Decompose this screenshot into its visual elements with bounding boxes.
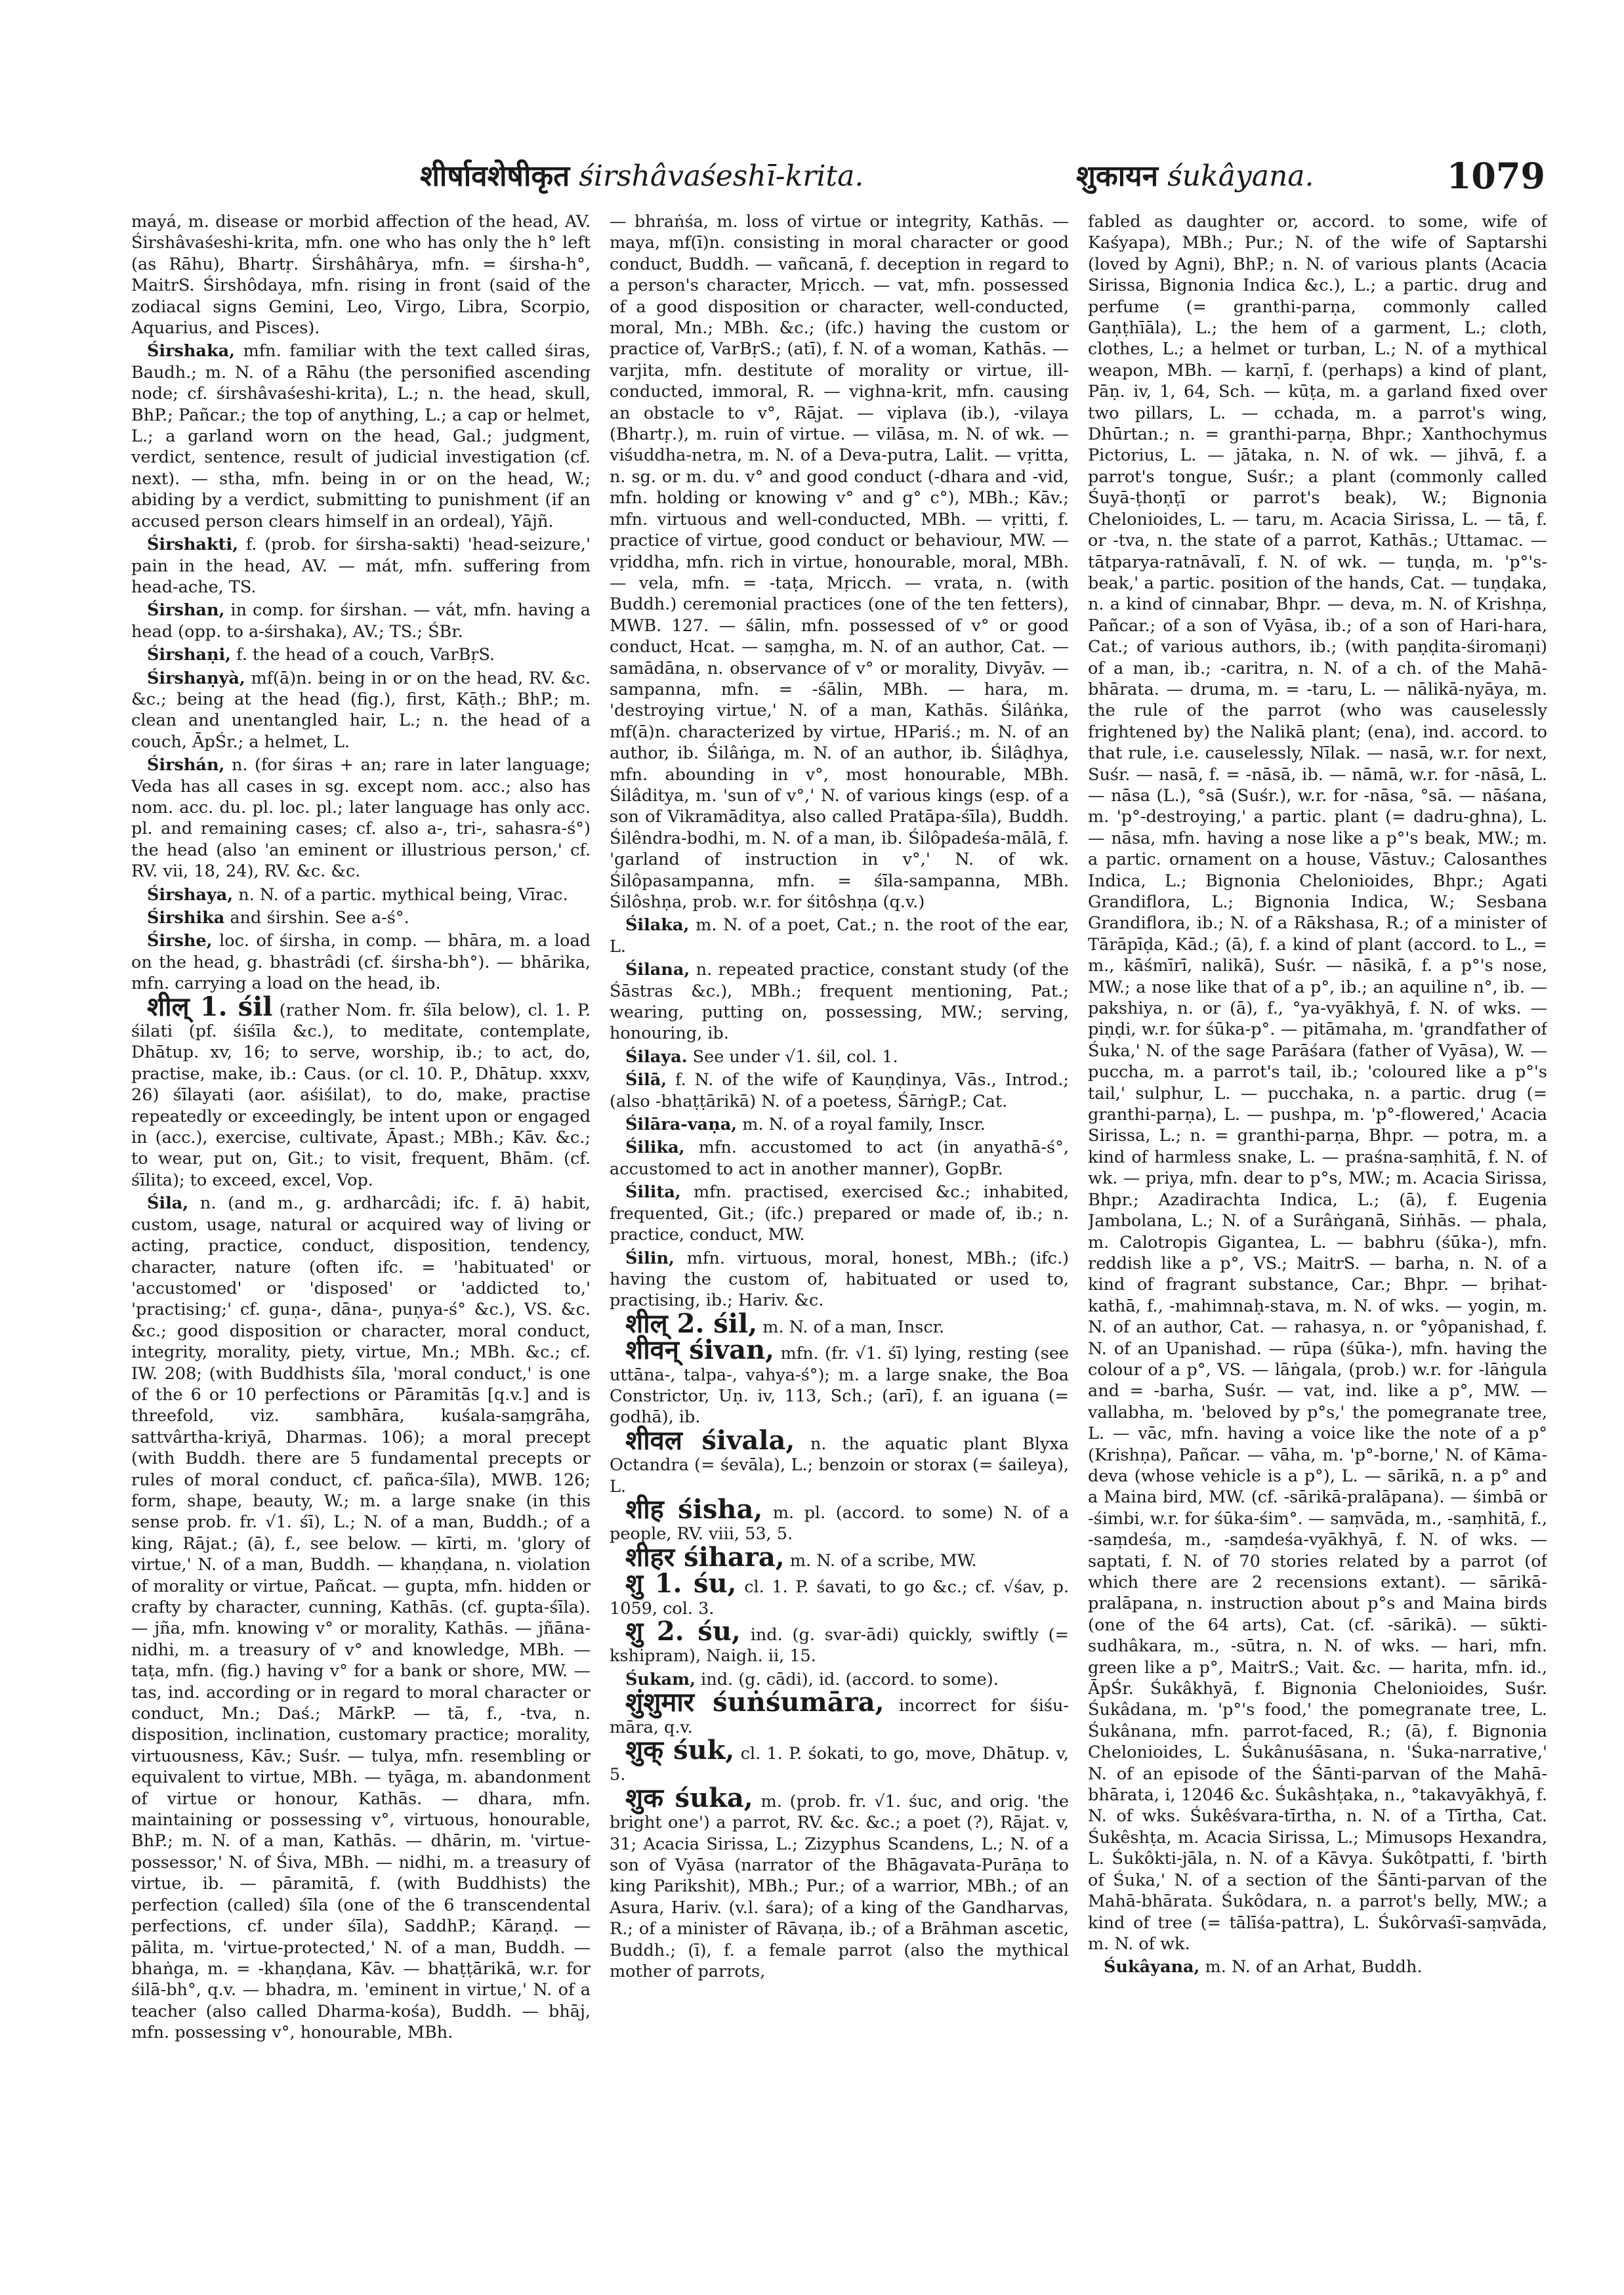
dictionary-columns (131, 211, 1547, 2186)
entry-headword: शीवन् śivan, (625, 1334, 775, 1366)
dictionary-entry (610, 1493, 1069, 1545)
entry-headword: Śirshaṇi, (147, 645, 232, 665)
entry-headword: Śilaka, (625, 915, 690, 936)
entry-text: m. N. of a poet, Cat.; n. the root of the ear, L. (610, 915, 1069, 957)
dictionary-entry (131, 534, 591, 598)
entry-text: incorrect for śiśu-māra, q.v. (610, 1696, 1069, 1737)
entry-headword: Śirshan, (147, 600, 225, 621)
dictionary-entry (610, 1334, 1069, 1428)
entry-text: m. pl. (accord. to some) N. of a people, RV. viii, 53, 5. (610, 1502, 1069, 1544)
page-header (131, 155, 1545, 207)
dictionary-entry (610, 1248, 1069, 1312)
entry-text: cl. 1. P. śokati, to go, move, Dhātup. v, 5. (610, 1744, 1069, 1785)
dictionary-entry (610, 1182, 1069, 1245)
running-head-right-devanagari: शुकायन (1076, 159, 1159, 193)
entry-text: f. the head of a couch, VarBṛS. (236, 645, 495, 665)
dictionary-entry (610, 1069, 1069, 1112)
entry-headword: Śilin, (625, 1248, 675, 1268)
dictionary-entry (131, 341, 591, 532)
entry-text: m. N. of a scribe, MW. (789, 1550, 977, 1571)
entry-headword: Śilana, (625, 960, 690, 980)
entry-headword: Śirshika (147, 908, 225, 928)
running-head-left-translit: śirshâvaśeshī-krita. (579, 159, 864, 193)
column-2 (610, 211, 1069, 2186)
entry-headword: Śirshán, (147, 755, 225, 775)
entry-text: (rather Nom. fr. śīla below), cl. 1. P. śilati (pf. śiśīla &c.), to meditate, contemplate, Dhātup. xv, 16; to serve, worship, ib.; to act, do, practise, make, ib.: Caus. (or cl. 10. P., Dhātup. xxxv, 26) śīlayati (aor. aśiśilat), to do, make, practise repeatedly or exceedingly, be intent upon or engaged in (acc.), exercise, cultivate, Āpast.; MBh.; Kāv. &c.; to wear, put on, Git.; to visit, frequent, Bhām. (cf. śīlita); to exceed, excel, Vop. (131, 1000, 591, 1190)
dictionary-entry (131, 668, 591, 753)
dictionary-entry (131, 755, 591, 882)
entry-text: f. N. of the wife of Kauṇḍinya, Vās., Introd.; (also -bhaṭṭārikā) N. of a poetess, ŚārṅgP.; Cat. (610, 1070, 1069, 1111)
entry-text: mfn. (fr. √1. śī) lying, resting (see uttāna-, talpa-, vahya-ś°); m. a large snake, the Boa Constrictor, Uṇ. iv, 113, Sch.; (arī), f. an iguana (= godhā), ib. (610, 1344, 1069, 1428)
entry-headword: शुंशुमार śuṅśumāra, (625, 1687, 885, 1718)
entry-text: cl. 1. P. śavati, to go &c.; cf. √śav, p. 1059, col. 3. (610, 1577, 1069, 1619)
dictionary-entry (610, 1114, 1069, 1135)
entry-headword: शीहर śihara, (625, 1541, 785, 1573)
dictionary-entry (131, 884, 591, 905)
entry-headword: Śilita, (625, 1182, 681, 1203)
dictionary-entry (610, 959, 1069, 1044)
column-3 (1088, 211, 1547, 2186)
dictionary-entry (610, 1735, 1069, 1786)
entry-text: n. N. of a partic. mythical being, Vīrac. (238, 884, 568, 905)
entry-headword: Śilāra-vaṇa, (625, 1115, 738, 1135)
entry-headword: शु 2. śu, (625, 1616, 741, 1647)
entry-headword: Śukam, (625, 1669, 696, 1689)
dictionary-entry (610, 1137, 1069, 1180)
entry-text: mfn. virtuous, moral, honest, MBh.; (ifc.) having the custom of, habituated or used to, practising, ib.; Hariv. &c. (610, 1248, 1069, 1311)
entry-headword: शुक śuka, (625, 1782, 753, 1813)
dictionary-entry (610, 1616, 1069, 1667)
entry-text: mf(ā)n. being in or on the head, RV. &c. &c.; being at the head (fig.), first, Kāṭh.; BhP.; m. clean and unentangled hair, L.; n. the head of a couch, ĀpŚr.; a helmet, L. (131, 668, 591, 752)
dictionary-entry (131, 1193, 591, 2043)
entry-headword: Śilā, (625, 1070, 667, 1090)
entry-text: m. N. of a royal family, Inscr. (742, 1115, 986, 1135)
entry-text: f. (prob. for śirsha-sakti) 'head-seizure,' pain in the head, AV. — mát, mfn. suffering from head-ache, TS. (131, 535, 591, 597)
entry-text: and śirshin. See a-ś°. (230, 908, 409, 928)
entry-text: n. repeated practice, constant study (of the Śāstras &c.), MBh.; frequent mentioning, Pat.; wearing, putting on, possessing, MW.; serving, honouring, ib. (610, 960, 1069, 1044)
entry-headword: शु 1. śu, (625, 1568, 737, 1600)
entry-headword: Śirshaṇyà, (147, 668, 245, 688)
dictionary-entry (131, 930, 591, 994)
entry-headword: Śukâyana, (1104, 1957, 1200, 1977)
entry-headword: Śirshe, (147, 931, 213, 951)
entry-text: in comp. for śirshan. — vát, mfn. having a head (opp. to a-śirshaka), AV.; TS.; ŚBr. (131, 600, 591, 642)
running-head-left-devanagari: शीर्षावशेषीकृत (420, 159, 570, 193)
dictionary-entry (131, 991, 591, 1191)
entry-headword: Śirshakti, (147, 535, 238, 555)
dictionary-entry (1088, 1956, 1547, 1977)
entry-text: loc. of śirsha, in comp. — bhāra, m. a load on the head, g. bhastrâdi (cf. śirsha-bh°). — bhārika, mfn. carrying a load on the head, ib. (131, 931, 591, 994)
dictionary-entry (610, 1568, 1069, 1619)
dictionary-entry (131, 907, 591, 928)
entry-headword: शील् 2. śil, (625, 1308, 758, 1339)
entry-text: n. (for śiras + an; rare in later language; Veda has all cases in sg. except nom. acc.; also has nom. acc. du. pl. loc. pl.; later language has only acc. pl. and remaining cases; cf. also a-, tri-, sahasra-ś°) the head (also 'an eminent or illustrious person,' cf. RV. vii, 18, 24), RV. &c. &c. (131, 755, 591, 882)
dictionary-entry (131, 600, 591, 642)
entry-headword: Śilika, (625, 1138, 685, 1158)
dictionary-entry (131, 644, 591, 665)
dictionary-entry (610, 1046, 1069, 1067)
running-head-left (420, 155, 864, 194)
entry-headword: शील् 1. śil (147, 991, 273, 1022)
page-number: 1079 (1446, 155, 1545, 197)
dictionary-entry (131, 211, 591, 339)
entry-headword: शुक् śuk, (625, 1735, 735, 1766)
entry-text: mfn. practised, exercised &c.; inhabited, frequented, Git.; (ifc.) prepared or made of, ib.; n. practice, conduct, MW. (610, 1182, 1069, 1245)
entry-text: m. (prob. fr. √1. śuc, and orig. 'the bright one') a parrot, RV. &c. &c.; a poet (?), Rājat. v, 31; Acacia Sirissa, L.; Zizyphus Scandens, L.; N. of a son of Vyāsa (narrator of the Bhāgavata-Purāṇa to king Parikshit), MBh.; Pur.; of a warrior, MBh.; of an Asura, Hariv. (v.l. śara); of a king of the Gandharvas, R.; of a minister of Rāvaṇa, ib.; of a Brāhman ascetic, Buddh.; (ī), f. a female parrot (also the mythical mother of parrots, (610, 1791, 1069, 1982)
entry-text: See under √1. śil, col. 1. (692, 1046, 898, 1067)
entry-text: ind. (g. cādi), id. (accord. to some). (701, 1669, 999, 1689)
column-1 (131, 211, 591, 2186)
entry-text: m. N. of a man, Inscr. (762, 1317, 945, 1337)
entry-headword: Śila, (147, 1193, 189, 1214)
dictionary-entry (610, 1687, 1069, 1738)
entry-text: mfn. familiar with the text called śiras, Baudh.; m. N. of a Rāhu (the personified ascending node; cf. śirshâvaśeshi-krita), L.; n. the head, skull, BhP.; Pañcar.; the top of anything, L.; a cap or helmet, L.; a garland worn on the head, Gal.; judgment, verdict, sentence, result of judicial investigation (cf. next). — stha, mfn. being in or on the head, W.; abiding by a verdict, submitting to punishment (if an accused person clears himself in an ordeal), Yājñ. (131, 341, 591, 531)
dictionary-entry (610, 915, 1069, 957)
entry-headword: Śirshaya, (147, 884, 234, 905)
dictionary-entry (610, 1782, 1069, 1983)
running-head-right (1076, 155, 1314, 194)
entry-headword: शीह śisha, (625, 1493, 763, 1525)
entry-text: fabled as daughter or, accord. to some, wife of Kaśyapa), MBh.; Pur.; N. of the wife of Saptarshi (loved by Agni), BhP.; n. N. of various plants (Acacia Sirissa, Bignonia Indica &c.), L.; a partic. drug and perfume (= granthi-parṇa, commonly called Gaṇṭhīāla), L.; the hem of a garment, L.; cloth, clothes, L.; a helmet or turban, L.; N. of a mythical weapon, MBh. — karṇī, f. (perhaps) a kind of plant, Pāṇ. iv, 1, 64, Sch. — kūṭa, m. a garland fixed over two pillars, L. — cchada, m. a parrot's wing, Dhūrtan.; n. = granthi-parṇa, Bhpr.; Xanthochymus Pictorius, L. — jātaka, n. N. of wk. — jihvā, f. a parrot's tongue, Suśr.; a plant (commonly called Śuyā-ṭhoṇṭī or parrot's beak), W.; Bignonia Chelonioides, L. — taru, m. Acacia Sirissa, L. — tā, f. or -tva, n. the state of a parrot, Kathās.; Uttamac. — tātparya-ratnāvalī, f. N. of wk. — tuṇḍa, m. 'p°'s-beak,' a partic. position of the hands, Cat. — tuṇḍaka, n. a kind of cinnabar, Bhpr. — deva, m. N. of Krishṇa, Pañcar.; of a son of Vyāsa, ib.; of a son of Hari-hara, Cat.; of various authors, ib.; (with paṇḍita-śiromaṇi) of a man, ib.; -caritra, n. N. of a ch. of the Mahā-bhārata. — druma, m. = -taru, L. — nālikā-nyāya, m. the rule of the parrot (who was causelessly frightened by) the Nalikā plant; (ena), ind. accord. to that rule, i.e. causelessly, Nīlak. — nasā, w.r. for next, Suśr. — nasā, f. = -nāsā, ib. — nāmā, w.r. for -nāsā, L. — nāsa (L.), °sā (Suśr.), w.r. for -nāsa, °sā. — nāśana, m. 'p°-destroying,' a partic. plant (= dadru-ghna), L. — nāsa, mfn. having a nose like a p°'s beak, MW.; m. a partic. ornament on a house, Vāstuv.; Calosanthes Indica, L.; Bignonia Chelonioides, Bhpr.; Agati Grandiflora, L.; Bignonia Indica, W.; Sesbana Grandiflora, ib.; N. of a Rākshasa, R.; of a minister of Tārāpīḍa, Kād.; (ā), f. a kind of plant (accord. to L., = m., kāśmīrī, nalikā), Suśr. — nāsikā, f. a p°'s nose, MW.; a nose like that of a p°, ib.; an aquiline n°, ib. — pakshiya, n. or (ā), f., °ya-vyākhyā, f. N. of wks. — piṇḍi, w.r. for śūka-p°. — pitāmaha, m. 'grandfather of Śuka,' N. of the sage Parāśara (father of Vyāsa), W. — puccha, m. a parrot's tail, ib.; 'coloured like a p°'s tail,' sulphur, L. — pucchaka, n. a partic. drug (= granthi-parṇa), L. — pushpa, m. 'p°-flowered,' Acacia Sirissa, L.; n. = granthi-parṇa, Bhpr. — potra, m. a kind of harmless snake, L. — praśna-saṃhitā, f. N. of wk. — priya, mfn. dear to p°s, MW.; m. Acacia Sirissa, Bhpr.; Azadirachta Indica, L.; (ā), f. Eugenia Jambolana, L.; N. of a Surâṅganā, Siṅhās. — phala, m. Calotropis Gigantea, L. — babhru (śūka-), mfn. reddish like a p°, VS.; MaitrS. — barha, n. N. of a kind of fragrant substance, Car.; Bhpr. — bṛihat-kathā, f., -mahimnaḥ-stava, m. N. of wks. — yogin, m. N. of an author, Cat. — rahasya, n. or °yôpanishad, f. N. of an Upanishad. — rūpa (śūka-), mfn. having the colour of a p°, VS. — lāṅgala, (prob.) w.r. for -lāṅgula and = -barha, Suśr. — vat, ind. like a p°, MW. — vallabha, m. 'beloved by p°s,' the pomegranate tree, L. — vāc, mfn. having a voice like the note of a p° (Krishṇa), Pañcar. — vāha, m. 'p°-borne,' N. of Kāma-deva (whose vehicle is a p°), L. — sārikā, n. a p° and a Maina bird, MW. (cf. -sārikā-pralāpana). — śimbā or -śimbi, w.r. for śūka-śim°. — saṃvāda, m., -saṃhitā, f., -saṃdeśa, m., -saṃdeśa-vyākhyā, f. N. of wks. — saptati, f. N. of 70 stories related by a parrot (of which there are 2 recensions extant). — sārikā-pralāpana, n. instruction about p°s and Maina birds (one of the 64 arts), Cat. (cf. -sārikā). — sūkti-sudhâkara, m., -sūtra, n. N. of wks. — hari, mfn. green like a p°, MaitrS.; Vait. &c. — harita, mfn. id., ĀpŚr. Śukâkhyā, f. Bignonia Chelonioides, Suśr. Śukâdana, m. 'p°'s food,' the pomegranate tree, L. Śukânana, mfn. parrot-faced, R.; (ā), f. Bignonia Chelonioides, L. Śukânuśāsana, n. 'Śuka-narrative,' N. of an episode of the Śānti-parvan of the Mahā-bhārata, i, 12046 &c. Śukâshṭaka, n., °takavyākhyā, f. N. of wks. Śukêśvara-tīrtha, n. N. of a Tīrtha, Cat. Śukêshṭa, m. Acacia Sirissa, L.; Mimusops Hexandra, L. Śukôkti-jāla, n. N. of a Kāvya. Śukôtpatti, f. 'birth of Śuka,' N. of a section of the Śānti-parvan of the Mahā-bhārata. Śukôdara, n. a parrot's belly, MW.; a kind of tree (= tālīśa-pattra), L. Śukôrvaśī-saṃvāda, m. N. of wk. (1088, 212, 1547, 1954)
entry-text: n. the aquatic plant Blyxa Octandra (= śevāla), L.; benzoin or storax (= śaileya), L. (610, 1434, 1069, 1497)
entry-text: n. (and m., g. ardharcâdi; ifc. f. ā) habit, custom, usage, natural or acquired way of living or acting, practice, conduct, disposition, tendency, character, nature (often ifc. = 'habituated' or 'accustomed' or 'disposed' or 'addicted to,' 'practising;' cf. guṇa-, dāna-, puṇya-ś° &c.), VS. &c. &c.; good disposition or character, moral conduct, integrity, morality, piety, virtue, Mn.; MBh. &c.; cf. IW. 208; (with Buddhists śīla, 'moral conduct,' is one of the 6 or 10 perfections or Pāramitās [q.v.] and is threefold, viz. sambhāra, kuśala-saṃgrāha, sattvârtha-kriyā, Dharmas. 106); a moral precept (with Buddh. there are 5 fundamental precepts or rules of moral conduct, cf. pañca-śīla), MWB. 126; form, shape, beauty, W.; m. a large snake (in this sense prob. fr. √1. śī), L.; N. of a man, Buddh.; of a king, Rājat.; (ā), f., see below. — kīrti, m. 'glory of virtue,' N. of a man, Buddh. — khaṇḍana, n. violation of morality or virtue, Pañcat. — gupta, mfn. hidden or crafty by character, cunning, Kathās. (cf. gupta-śīla). — jña, mfn. knowing v° or morality, Kathās. — jñāna-nidhi, m. a treasury of v° and knowledge, MBh. — taṭa, mfn. (fig.) having v° for a bank or shore, MW. — tas, ind. according or in regard to moral character or conduct, Mn.; Daś.; MārkP. — tā, f., -tva, n. disposition, inclination, customary practice; morality, virtuousness, Kāv.; Suśr. — tulya, mfn. resembling or equivalent to virtue, MBh. — tyāga, m. abandonment of virtue or honour, Kathās. — dhara, mfn. maintaining or possessing v°, virtuous, honourable, BhP.; m. N. of a man, Kathās. — dhārin, m. 'virtue-possessor,' N. of Śiva, MBh. — nidhi, m. a treasury of virtue, ib. — pāramitā, f. (with Buddhists) the perfection (called) śīla (one of the 6 transcendental perfections, cf. under śīla), SaddhP.; Kāraṇḍ. — pālita, m. 'virtue-protected,' N. of a man, Buddh. — bhaṅga, m. = -khaṇḍana, Kāv. — bhaṭṭārikā, w.r. for śilā-bh°, q.v. — bhadra, m. 'eminent in virtue,' N. of a teacher (also called Dharma-kośa), Buddh. — bhāj, mfn. possessing v°, honourable, MBh. (131, 1193, 591, 2043)
entry-headword: शीवल śivala, (625, 1424, 795, 1456)
dictionary-entry (610, 211, 1069, 913)
dictionary-entry (1088, 211, 1547, 1954)
dictionary-entry (610, 1424, 1069, 1497)
entry-text: ind. (g. svar-ādi) quickly, swiftly (= kshipram), Naigh. ii, 15. (610, 1625, 1069, 1666)
entry-text: mayá, m. disease or morbid affection of the head, AV. Śirshâvaśeshi-krita, mfn. one who has only the h° left (as Rāhu), Bhartṛ. Śirshâhârya, mfn. = śirsha-h°, MaitrS. Śirshôdaya, mfn. rising in front (said of the zodiacal signs Gemini, Leo, Virgo, Libra, Scorpio, Aquarius, and Pisces). (131, 212, 591, 339)
entry-headword: Śilaya. (625, 1046, 688, 1067)
entry-text: mfn. accustomed to act (in anyathā-ś°, accustomed to act in another manner), GopBr. (610, 1138, 1069, 1179)
entry-headword: Śirshaka, (147, 341, 236, 362)
entry-text: m. N. of an Arhat, Buddh. (1205, 1957, 1423, 1977)
running-head-right-translit: śukâyana. (1167, 159, 1314, 193)
entry-text: — bhraṅśa, m. loss of virtue or integrity, Kathās. — maya, mf(ī)n. consisting in moral character or good conduct, Buddh. — vañcanā, f. deception in regard to a person's character, Mṛicch. — vat, mfn. possessed of a good disposition or character, well-conducted, moral, Mn.; MBh. &c.; (ifc.) having the custom or practice of, VarBṛS.; (atī), f. N. of a woman, Kathās. — varjita, mfn. destitute of morality or virtue, ill-conducted, immoral, R. — vighna-krit, mfn. causing an obstacle to v°, Rājat. — viplava (ib.), -vilaya (Bhartṛ.), m. ruin of virtue. — vilāsa, m. N. of wk. — viśuddha-netra, m. N. of a Deva-putra, Lalit. — vṛitta, n. sg. or m. du. v° and good conduct (-dhara and -vid, mfn. holding or knowing v° and g° c°), MBh.; Kāv.; mfn. virtuous and well-conducted, MBh. — vṛitti, f. practice of virtue, good conduct or behaviour, MW. — vṛiddha, mfn. rich in virtue, honourable, moral, MBh. — vela, mfn. = -taṭa, Mṛicch. — vrata, n. (with Buddh.) ceremonial practices (one of the ten fetters), MWB. 127. — śālin, mfn. possessed of v° or good conduct, Hcat. — saṃgha, m. N. of an author, Cat. — samādāna, n. observance of v° or morality, Divyāv. — sampanna, mfn. = -śālin, MBh. — hara, m. 'destroying virtue,' N. of a man, Kathās. Śilâṅka, mf(ā)n. characterized by virtue, HPariś.; m. N. of an author, ib. Śilâṅga, m. N. of an author, ib. Śilâḍhya, mfn. abounding in v°, most honourable, MBh. Śilâditya, m. 'sun of v°,' N. of various kings (esp. of a son of Vikramāditya, also called Pratāpa-śīla), Buddh. Śilêndra-bodhi, m. N. of a man, ib. Śilôpadeśa-mālā, f. 'garland of instruction in v°,' N. of wk. Śilôpasampanna, mfn. = śīla-sampanna, MBh. Śilôshṇa, prob. w.r. for śitôshṇa (q.v.) (610, 212, 1069, 912)
